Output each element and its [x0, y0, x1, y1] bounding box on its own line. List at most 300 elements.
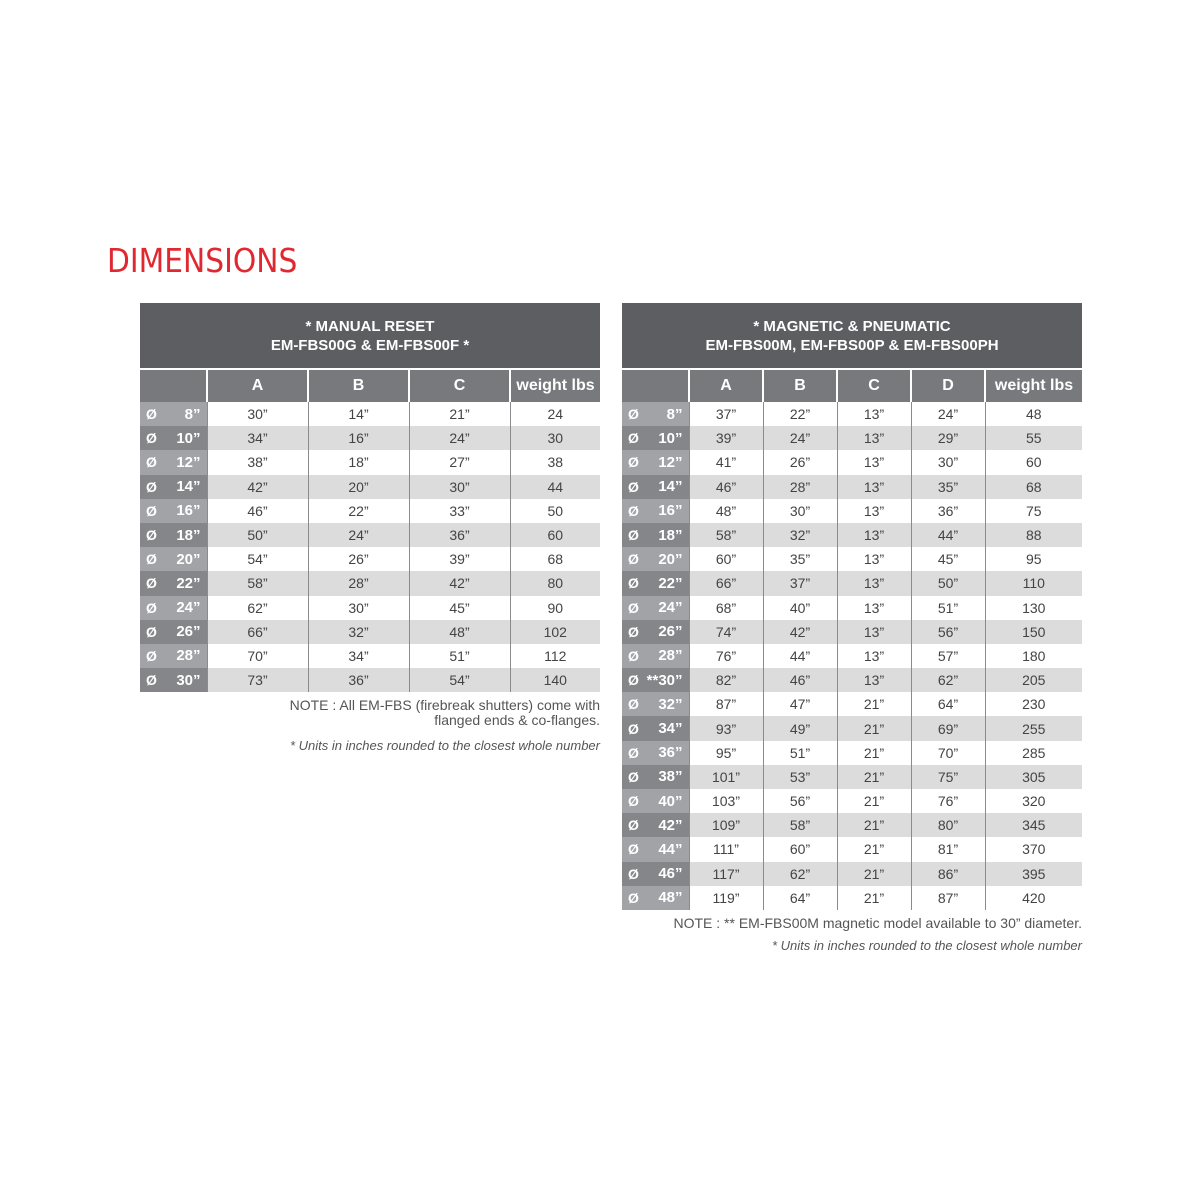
diameter-cell	[622, 668, 689, 692]
value-cell: 34”	[308, 644, 409, 668]
diameter-cell	[622, 547, 689, 571]
table-row	[622, 596, 1082, 620]
table-row	[140, 547, 600, 571]
value-cell: 395	[985, 862, 1082, 886]
value-cell: 21”	[837, 837, 911, 861]
value-cell: 180	[985, 644, 1082, 668]
diameter-cell	[140, 620, 207, 644]
diameter-cell	[140, 499, 207, 523]
table-row	[622, 862, 1082, 886]
diameter-symbol: Ø	[146, 502, 157, 519]
value-cell: 55	[985, 426, 1082, 450]
value-cell: 68	[510, 547, 600, 571]
diameter-symbol: Ø	[628, 672, 639, 689]
diameter-value: 20”	[176, 550, 201, 568]
value-cell: 370	[985, 837, 1082, 861]
value-cell: 130	[985, 596, 1082, 620]
diameter-value: 42”	[658, 816, 683, 834]
value-cell: 56”	[911, 620, 985, 644]
value-cell: 93”	[689, 716, 763, 740]
value-cell: 69”	[911, 716, 985, 740]
value-cell: 60”	[763, 837, 837, 861]
diameter-cell	[622, 426, 689, 450]
diameter-cell	[140, 644, 207, 668]
value-cell: 39”	[409, 547, 510, 571]
table-row	[622, 765, 1082, 789]
value-cell: 29”	[911, 426, 985, 450]
value-cell: 24”	[911, 402, 985, 426]
diameter-cell	[622, 596, 689, 620]
value-cell: 32”	[308, 620, 409, 644]
value-cell: 70”	[911, 741, 985, 765]
value-cell: 87”	[689, 692, 763, 716]
diameter-cell	[140, 547, 207, 571]
diameter-symbol: Ø	[628, 478, 639, 495]
value-cell: 37”	[689, 402, 763, 426]
value-cell: 45”	[911, 547, 985, 571]
value-cell: 42”	[409, 571, 510, 595]
value-cell: 13”	[837, 644, 911, 668]
diameter-value: 30”	[176, 671, 201, 689]
magnetic-pneumatic-title	[622, 303, 1082, 369]
table-row	[622, 571, 1082, 595]
table-row	[140, 402, 600, 426]
value-cell: 74”	[689, 620, 763, 644]
value-cell: 13”	[837, 475, 911, 499]
value-cell: 24”	[763, 426, 837, 450]
diameter-value: 40”	[658, 792, 683, 810]
value-cell: 45”	[409, 596, 510, 620]
value-cell: 87”	[911, 886, 985, 910]
magnetic-pneumatic-title-line1: * MAGNETIC & PNEUMATIC	[753, 317, 951, 335]
diameter-symbol: Ø	[628, 406, 639, 423]
diameter-value: 34”	[658, 720, 683, 738]
value-cell: 30	[510, 426, 600, 450]
value-cell: 75	[985, 499, 1082, 523]
value-cell: 16”	[308, 426, 409, 450]
value-cell: 42”	[763, 620, 837, 644]
value-cell: 80	[510, 571, 600, 595]
table-row	[622, 716, 1082, 740]
diameter-value: 8”	[184, 405, 201, 423]
table-row	[622, 450, 1082, 474]
diameter-cell	[622, 523, 689, 547]
column-header: weight lbs	[985, 369, 1082, 402]
diameter-value: 28”	[658, 647, 683, 665]
manual-reset-note-line1: NOTE : All EM-FBS (firebreak shutters) come with	[289, 697, 600, 713]
diameter-symbol: Ø	[628, 720, 639, 737]
diameter-symbol: Ø	[628, 430, 639, 447]
diameter-value: 46”	[658, 865, 683, 883]
diameter-value: 18”	[658, 526, 683, 544]
diameter-symbol: Ø	[146, 575, 157, 592]
table-row	[140, 523, 600, 547]
table-row	[622, 692, 1082, 716]
value-cell: 13”	[837, 620, 911, 644]
diameter-value: 24”	[658, 599, 683, 617]
diameter-symbol: Ø	[146, 527, 157, 544]
value-cell: 35”	[763, 547, 837, 571]
value-cell: 22”	[763, 402, 837, 426]
diameter-value: 22”	[658, 574, 683, 592]
value-cell: 119”	[689, 886, 763, 910]
diameter-cell	[622, 716, 689, 740]
magnetic-pneumatic-table	[622, 303, 1082, 910]
diameter-symbol: Ø	[628, 454, 639, 471]
value-cell: 66”	[689, 571, 763, 595]
value-cell: 95”	[689, 741, 763, 765]
diameter-symbol: Ø	[628, 527, 639, 544]
diameter-symbol: Ø	[628, 768, 639, 785]
value-cell: 305	[985, 765, 1082, 789]
column-header: D	[911, 369, 985, 402]
table-row	[140, 596, 600, 620]
manual-reset-title	[140, 303, 600, 369]
diameter-value: **30”	[646, 671, 683, 689]
diameter-cell	[622, 837, 689, 861]
diameter-cell	[622, 813, 689, 837]
diameter-symbol: Ø	[628, 647, 639, 664]
value-cell: 102	[510, 620, 600, 644]
value-cell: 47”	[763, 692, 837, 716]
diameter-value: 48”	[658, 889, 683, 907]
value-cell: 230	[985, 692, 1082, 716]
value-cell: 62”	[207, 596, 308, 620]
page-heading: DIMENSIONS	[107, 241, 298, 280]
value-cell: 110	[985, 571, 1082, 595]
value-cell: 80”	[911, 813, 985, 837]
value-cell: 58”	[763, 813, 837, 837]
value-cell: 60	[985, 450, 1082, 474]
value-cell: 21”	[837, 886, 911, 910]
value-cell: 57”	[911, 644, 985, 668]
value-cell: 39”	[689, 426, 763, 450]
value-cell: 111”	[689, 837, 763, 861]
diameter-cell	[140, 402, 207, 426]
value-cell: 13”	[837, 523, 911, 547]
value-cell: 30”	[911, 450, 985, 474]
diameter-symbol: Ø	[628, 696, 639, 713]
value-cell: 36”	[308, 668, 409, 692]
diameter-value: 12”	[658, 453, 683, 471]
table-row	[622, 837, 1082, 861]
table-row	[140, 620, 600, 644]
value-cell: 26”	[763, 450, 837, 474]
table-row	[140, 571, 600, 595]
value-cell: 68	[985, 475, 1082, 499]
value-cell: 420	[985, 886, 1082, 910]
value-cell: 13”	[837, 499, 911, 523]
table-row	[622, 620, 1082, 644]
value-cell: 21”	[837, 741, 911, 765]
value-cell: 21”	[409, 402, 510, 426]
diameter-cell	[622, 402, 689, 426]
diameter-symbol: Ø	[146, 430, 157, 447]
value-cell: 48”	[409, 620, 510, 644]
table-row	[622, 886, 1082, 910]
value-cell: 46”	[207, 499, 308, 523]
table-row	[140, 499, 600, 523]
value-cell: 51”	[911, 596, 985, 620]
value-cell: 34”	[207, 426, 308, 450]
value-cell: 70”	[207, 644, 308, 668]
value-cell: 44”	[911, 523, 985, 547]
magnetic-pneumatic-header-row	[622, 369, 1082, 402]
diameter-cell	[140, 668, 207, 692]
diameter-cell	[622, 475, 689, 499]
value-cell: 21”	[837, 813, 911, 837]
diameter-symbol: Ø	[146, 672, 157, 689]
magnetic-pneumatic-note: NOTE : ** EM-FBS00M magnetic model available to 30” diameter.	[673, 915, 1082, 931]
column-header: A	[689, 369, 763, 402]
table-row	[140, 450, 600, 474]
diameter-value: 10”	[176, 429, 201, 447]
diameter-symbol: Ø	[628, 551, 639, 568]
value-cell: 13”	[837, 571, 911, 595]
value-cell: 18”	[308, 450, 409, 474]
value-cell: 54”	[409, 668, 510, 692]
diameter-cell	[140, 475, 207, 499]
value-cell: 38”	[207, 450, 308, 474]
magnetic-pneumatic-footnote: * Units in inches rounded to the closest whole number	[771, 938, 1082, 953]
table-row	[622, 475, 1082, 499]
value-cell: 41”	[689, 450, 763, 474]
value-cell: 22”	[308, 499, 409, 523]
value-cell: 13”	[837, 547, 911, 571]
column-header: B	[308, 369, 409, 402]
value-cell: 50”	[911, 571, 985, 595]
value-cell: 21”	[837, 862, 911, 886]
diameter-value: 36”	[658, 744, 683, 762]
value-cell: 30”	[207, 402, 308, 426]
value-cell: 46”	[689, 475, 763, 499]
column-header: C	[837, 369, 911, 402]
table-row	[140, 475, 600, 499]
table-row	[622, 523, 1082, 547]
magnetic-pneumatic-title-line2: EM-FBS00M, EM-FBS00P & EM-FBS00PH	[705, 336, 999, 354]
diameter-symbol: Ø	[146, 599, 157, 616]
value-cell: 27”	[409, 450, 510, 474]
manual-reset-table	[140, 303, 600, 692]
value-cell: 13”	[837, 596, 911, 620]
value-cell: 13”	[837, 450, 911, 474]
diameter-symbol: Ø	[628, 623, 639, 640]
value-cell: 24	[510, 402, 600, 426]
value-cell: 103”	[689, 789, 763, 813]
column-header: B	[763, 369, 837, 402]
value-cell: 49”	[763, 716, 837, 740]
value-cell: 285	[985, 741, 1082, 765]
diameter-value: 20”	[658, 550, 683, 568]
value-cell: 40”	[763, 596, 837, 620]
value-cell: 345	[985, 813, 1082, 837]
value-cell: 117”	[689, 862, 763, 886]
value-cell: 21”	[837, 692, 911, 716]
value-cell: 14”	[308, 402, 409, 426]
diameter-value: 24”	[176, 599, 201, 617]
diameter-value: 26”	[658, 623, 683, 641]
diameter-cell	[622, 765, 689, 789]
table-row	[622, 668, 1082, 692]
value-cell: 35”	[911, 475, 985, 499]
diameter-cell	[140, 426, 207, 450]
value-cell: 101”	[689, 765, 763, 789]
value-cell: 75”	[911, 765, 985, 789]
value-cell: 51”	[409, 644, 510, 668]
value-cell: 68”	[689, 596, 763, 620]
column-header: A	[207, 369, 308, 402]
manual-reset-note-line2: flanged ends & co-flanges.	[434, 712, 600, 728]
diameter-cell	[140, 571, 207, 595]
diameter-value: 10”	[658, 429, 683, 447]
value-cell: 28”	[763, 475, 837, 499]
diameter-value: 12”	[176, 453, 201, 471]
value-cell: 58”	[689, 523, 763, 547]
table-row	[622, 402, 1082, 426]
diameter-cell	[622, 692, 689, 716]
table-row	[622, 789, 1082, 813]
diameter-cell	[622, 450, 689, 474]
table-row	[622, 426, 1082, 450]
value-cell: 82”	[689, 668, 763, 692]
value-cell: 30”	[308, 596, 409, 620]
diameter-cell	[140, 450, 207, 474]
diameter-value: 26”	[176, 623, 201, 641]
diameter-symbol: Ø	[146, 454, 157, 471]
diameter-symbol: Ø	[628, 889, 639, 906]
diameter-value: 8”	[666, 405, 683, 423]
column-header: C	[409, 369, 510, 402]
value-cell: 62”	[911, 668, 985, 692]
diameter-symbol: Ø	[628, 841, 639, 858]
value-cell: 13”	[837, 426, 911, 450]
diameter-cell	[622, 499, 689, 523]
value-cell: 21”	[837, 789, 911, 813]
diameter-value: 14”	[658, 478, 683, 496]
diameter-symbol: Ø	[146, 478, 157, 495]
manual-reset-title-line2: EM-FBS00G & EM-FBS00F *	[270, 336, 470, 354]
diameter-symbol: Ø	[628, 793, 639, 810]
value-cell: 51”	[763, 741, 837, 765]
value-cell: 21”	[837, 716, 911, 740]
value-cell: 20”	[308, 475, 409, 499]
value-cell: 54”	[207, 547, 308, 571]
diameter-value: 16”	[176, 502, 201, 520]
manual-reset-note	[180, 698, 600, 728]
value-cell: 60	[510, 523, 600, 547]
value-cell: 64”	[763, 886, 837, 910]
value-cell: 24”	[409, 426, 510, 450]
value-cell: 21”	[837, 765, 911, 789]
diameter-cell	[140, 523, 207, 547]
value-cell: 76”	[911, 789, 985, 813]
value-cell: 13”	[837, 668, 911, 692]
table-row	[140, 644, 600, 668]
diameter-value: 18”	[176, 526, 201, 544]
value-cell: 44	[510, 475, 600, 499]
diameter-value: 38”	[658, 768, 683, 786]
diameter-cell	[140, 596, 207, 620]
diameter-symbol: Ø	[628, 817, 639, 834]
value-cell: 112	[510, 644, 600, 668]
table-row	[622, 644, 1082, 668]
value-cell: 90	[510, 596, 600, 620]
value-cell: 320	[985, 789, 1082, 813]
diameter-symbol: Ø	[146, 623, 157, 640]
diameter-cell	[622, 741, 689, 765]
diameter-cell	[622, 620, 689, 644]
value-cell: 73”	[207, 668, 308, 692]
value-cell: 46”	[763, 668, 837, 692]
value-cell: 86”	[911, 862, 985, 886]
diameter-value: 16”	[658, 502, 683, 520]
value-cell: 44”	[763, 644, 837, 668]
value-cell: 95	[985, 547, 1082, 571]
value-cell: 30”	[409, 475, 510, 499]
value-cell: 140	[510, 668, 600, 692]
column-header: weight lbs	[510, 369, 600, 402]
diameter-symbol: Ø	[628, 502, 639, 519]
diameter-value: 28”	[176, 647, 201, 665]
diameter-symbol: Ø	[146, 551, 157, 568]
value-cell: 36”	[409, 523, 510, 547]
table-row	[622, 499, 1082, 523]
value-cell: 76”	[689, 644, 763, 668]
diameter-value: 14”	[176, 478, 201, 496]
value-cell: 50”	[207, 523, 308, 547]
diameter-symbol: Ø	[628, 865, 639, 882]
diameter-value: 44”	[658, 840, 683, 858]
value-cell: 205	[985, 668, 1082, 692]
manual-reset-header-row	[140, 369, 600, 402]
value-cell: 26”	[308, 547, 409, 571]
value-cell: 30”	[763, 499, 837, 523]
value-cell: 66”	[207, 620, 308, 644]
value-cell: 37”	[763, 571, 837, 595]
diameter-value: 22”	[176, 574, 201, 592]
value-cell: 64”	[911, 692, 985, 716]
table-row	[622, 813, 1082, 837]
value-cell: 28”	[308, 571, 409, 595]
value-cell: 42”	[207, 475, 308, 499]
value-cell: 36”	[911, 499, 985, 523]
value-cell: 53”	[763, 765, 837, 789]
value-cell: 109”	[689, 813, 763, 837]
value-cell: 32”	[763, 523, 837, 547]
diameter-column-header	[140, 369, 207, 402]
value-cell: 255	[985, 716, 1082, 740]
diameter-cell	[622, 862, 689, 886]
value-cell: 62”	[763, 862, 837, 886]
diameter-symbol: Ø	[628, 744, 639, 761]
value-cell: 38	[510, 450, 600, 474]
diameter-cell	[622, 644, 689, 668]
diameter-symbol: Ø	[146, 406, 157, 423]
value-cell: 13”	[837, 402, 911, 426]
value-cell: 24”	[308, 523, 409, 547]
value-cell: 48”	[689, 499, 763, 523]
table-row	[622, 741, 1082, 765]
value-cell: 150	[985, 620, 1082, 644]
diameter-column-header	[622, 369, 689, 402]
value-cell: 81”	[911, 837, 985, 861]
manual-reset-footnote: * Units in inches rounded to the closest whole number	[289, 738, 600, 753]
value-cell: 56”	[763, 789, 837, 813]
value-cell: 58”	[207, 571, 308, 595]
table-row	[622, 547, 1082, 571]
manual-reset-title-line1: * MANUAL RESET	[305, 317, 435, 335]
diameter-cell	[622, 789, 689, 813]
